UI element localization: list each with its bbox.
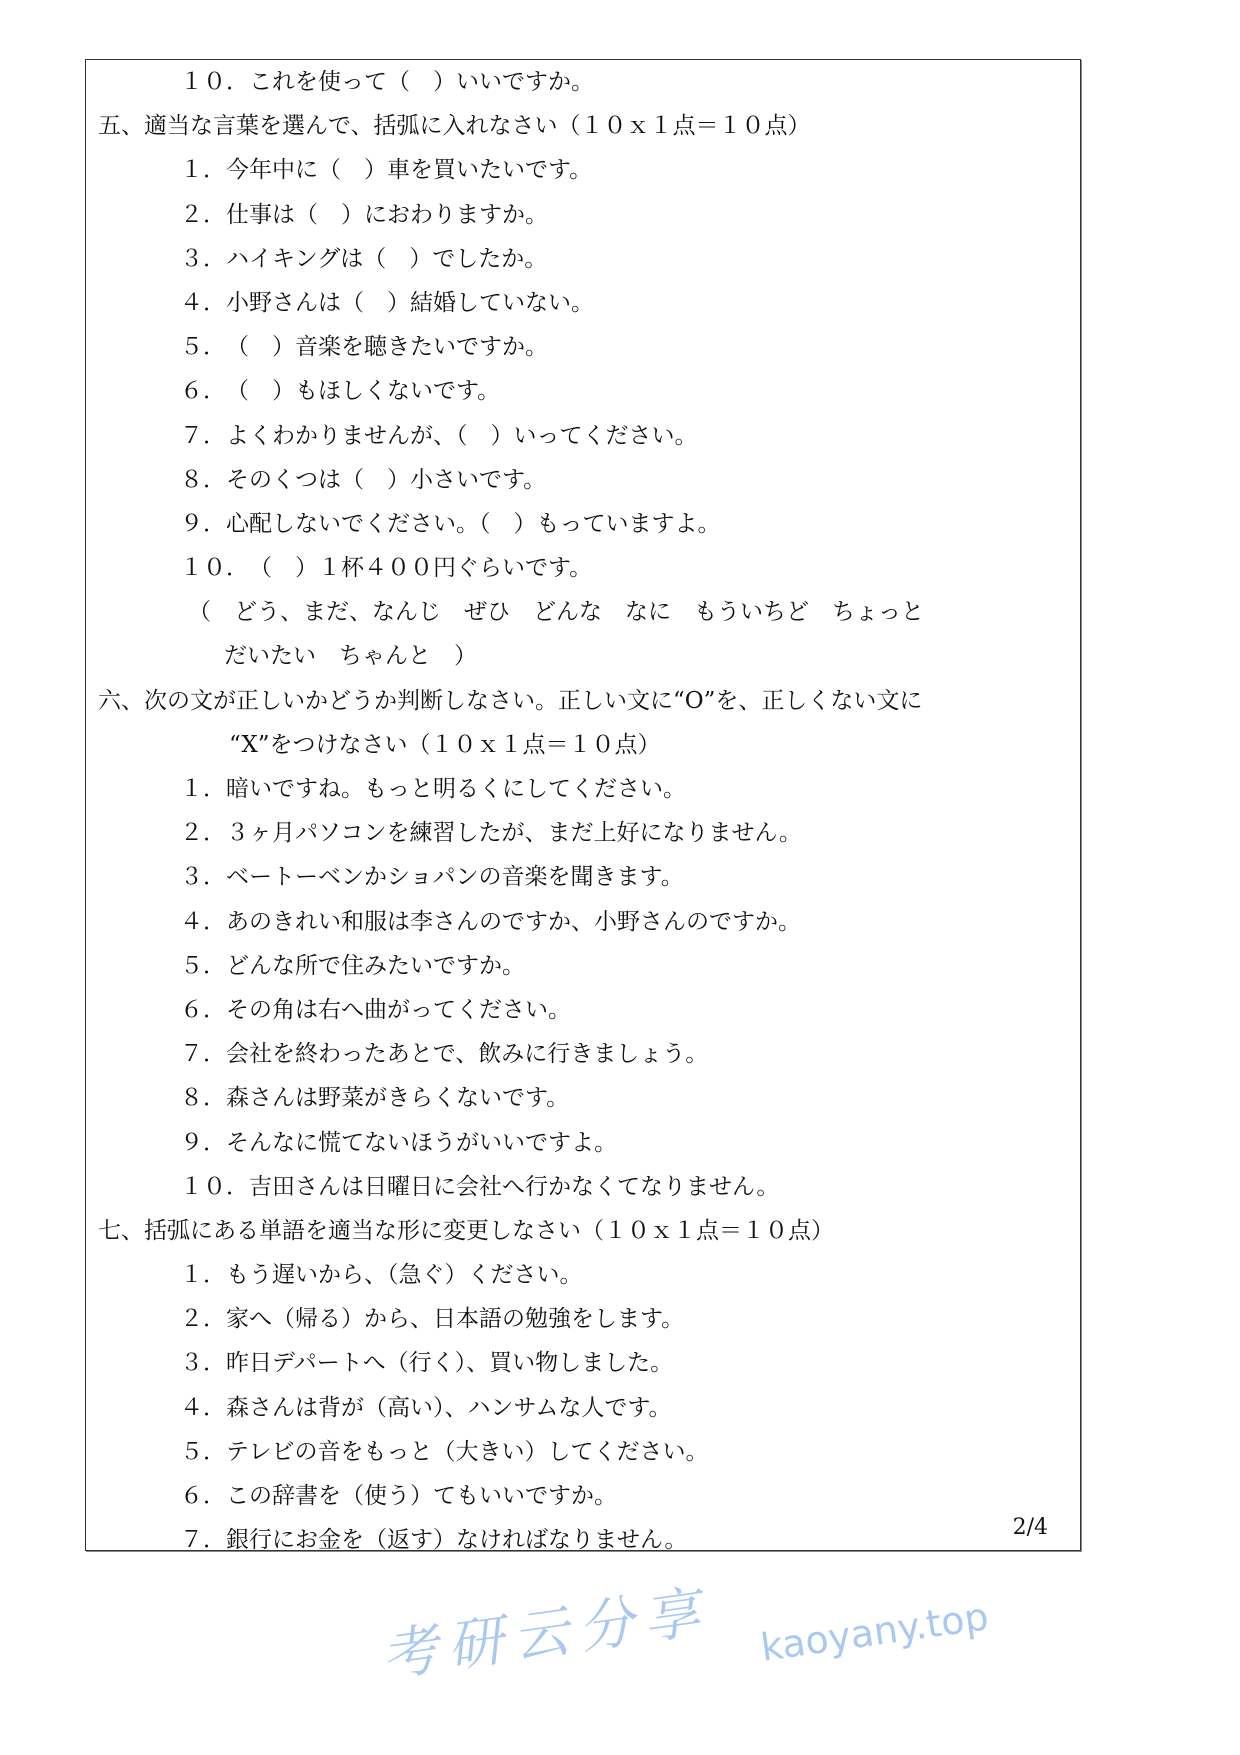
question-text: 昨日デパートへ（行く）、買い物しました。 — [226, 1350, 674, 1377]
word-choices-line-2: だいたい ちゃんと ） — [224, 643, 477, 670]
question-text: 今年中に（ ）車を買いたいです。 — [226, 157, 593, 184]
question-number: １． — [180, 776, 226, 802]
question-item — [86, 1121, 1080, 1165]
question-text: ベートーベンかショパンの音楽を聞きます。 — [226, 864, 684, 891]
question-number: ９． — [180, 510, 226, 537]
question-item — [86, 281, 1080, 325]
question-number: ４． — [180, 1394, 226, 1421]
question-number: ８． — [180, 466, 226, 493]
question-number: １． — [180, 157, 226, 184]
section-6-heading: 六、次の文が正しいかどうか判断しなさい。正しい文に“O”を、正しくない文に — [98, 687, 923, 714]
question-item — [86, 369, 1080, 413]
question-item — [86, 1474, 1080, 1518]
question-number: ５． — [180, 334, 226, 361]
question-number: ４． — [180, 289, 226, 316]
question-text: そんなに慌てないほうがいいですよ。 — [226, 1129, 617, 1156]
question-number: ９． — [180, 1129, 226, 1156]
question-number: ７． — [180, 1041, 226, 1068]
question-text: 森さんは背が（高い）、ハンサムな人です。 — [226, 1394, 672, 1421]
question-text: テレビの音をもっと（大きい）してください。 — [226, 1438, 709, 1465]
question-item — [86, 458, 1080, 502]
question-item — [86, 193, 1080, 237]
word-choices-line-1: （ どう、まだ、なんじ ぜひ どんな なに もういちど ちょっと — [188, 599, 924, 626]
question-item — [86, 60, 1080, 104]
question-item — [86, 1297, 1080, 1341]
question-text: 会社を終わったあとで、飲みに行きましょう。 — [226, 1041, 709, 1068]
question-text: 銀行にお金を（返す）なければなりません。 — [226, 1527, 688, 1554]
question-number: ３． — [180, 1350, 226, 1377]
question-number: ２． — [180, 201, 226, 228]
question-number: ２． — [180, 1306, 226, 1333]
question-item — [86, 1518, 1080, 1562]
question-item — [86, 1165, 1080, 1209]
question-number: １０． — [180, 69, 249, 95]
question-text: ハイキングは（ ）でしたか。 — [226, 245, 548, 272]
question-item — [86, 1253, 1080, 1297]
question-text: そのくつは（ ）小さいです。 — [226, 466, 547, 493]
question-item — [86, 767, 1080, 811]
question-item — [86, 811, 1080, 855]
question-number: ４． — [180, 908, 226, 935]
question-text: あのきれい和服は李さんのですか、小野さんのですか。 — [226, 908, 801, 935]
exam-page-frame — [85, 59, 1081, 1554]
question-item — [86, 148, 1080, 192]
question-text: （ ）もほしくないです。 — [226, 378, 501, 405]
question-number: ３． — [180, 245, 226, 272]
question-number: ２． — [180, 820, 226, 847]
question-number: ５． — [180, 952, 226, 979]
question-text: もう遅いから、（急ぐ）ください。 — [226, 1262, 583, 1289]
question-item — [86, 988, 1080, 1032]
watermark-logo: 考研云分享 — [377, 1579, 714, 1690]
question-number: １０． — [180, 1173, 249, 1200]
question-number: ５． — [180, 1438, 226, 1465]
question-number: １０． — [180, 555, 249, 582]
question-item — [86, 944, 1080, 988]
question-text: どんな所で住みたいですか。 — [226, 952, 525, 979]
exam-content — [86, 60, 1080, 1562]
page-number: 2/4 — [1012, 1515, 1048, 1540]
question-number: ６． — [180, 996, 226, 1023]
question-text: （ ）音楽を聴きたいですか。 — [226, 334, 548, 361]
question-item — [86, 900, 1080, 944]
section-7-heading: 七、括弧にある単語を適当な形に変更しなさい（１０ｘ１点＝１０点） — [98, 1217, 834, 1244]
question-item — [86, 237, 1080, 281]
question-item — [86, 1430, 1080, 1474]
question-text: ３ヶ月パソコンを練習したが、まだ上好になりません。 — [226, 820, 802, 847]
question-text: （ ）１杯４００円ぐらいです。 — [249, 555, 593, 582]
question-number: ３． — [180, 864, 226, 891]
question-number: ６． — [180, 378, 226, 405]
question-item — [86, 1386, 1080, 1430]
question-number: ７． — [180, 1527, 226, 1554]
question-text: その角は右へ曲がってください。 — [226, 996, 571, 1023]
question-item — [86, 1341, 1080, 1385]
question-item — [86, 1032, 1080, 1076]
question-number: ８． — [180, 1085, 226, 1112]
question-item — [86, 546, 1080, 590]
section-5-heading: 五、適当な言葉を選んで、括弧に入れなさい（１０ｘ１点＝１０点） — [98, 113, 811, 140]
question-text: 家へ（帰る）から、日本語の勉強をします。 — [226, 1306, 685, 1333]
question-text: 仕事は（ ）におわりますか。 — [226, 201, 548, 228]
question-number: １． — [180, 1262, 226, 1289]
question-text: この辞書を（使う）てもいいですか。 — [226, 1483, 617, 1509]
question-text: よくわかりませんが、（ ）いってください。 — [226, 422, 698, 449]
question-text: これを使って（ ）いいですか。 — [249, 69, 594, 95]
question-text: 心配しないでください。（ ）もっていますよ。 — [226, 510, 721, 537]
question-text: 森さんは野菜がきらくないです。 — [226, 1085, 570, 1112]
question-text: 吉田さんは日曜日に会社へ行かなくてなりません。 — [249, 1173, 780, 1200]
watermark-url: kaoyany.top — [758, 1594, 992, 1670]
question-item — [86, 414, 1080, 458]
question-item — [86, 502, 1080, 546]
section-6-heading-cont: “X”をつけなさい（１０ｘ１点＝１０点） — [229, 731, 661, 758]
question-item — [86, 855, 1080, 899]
question-item — [86, 325, 1080, 369]
question-text: 暗いですね。もっと明るくにしてください。 — [226, 776, 686, 802]
question-text: 小野さんは（ ）結婚していない。 — [226, 289, 594, 316]
question-number: ７． — [180, 422, 226, 449]
question-number: ６． — [180, 1483, 226, 1509]
question-item — [86, 1076, 1080, 1120]
